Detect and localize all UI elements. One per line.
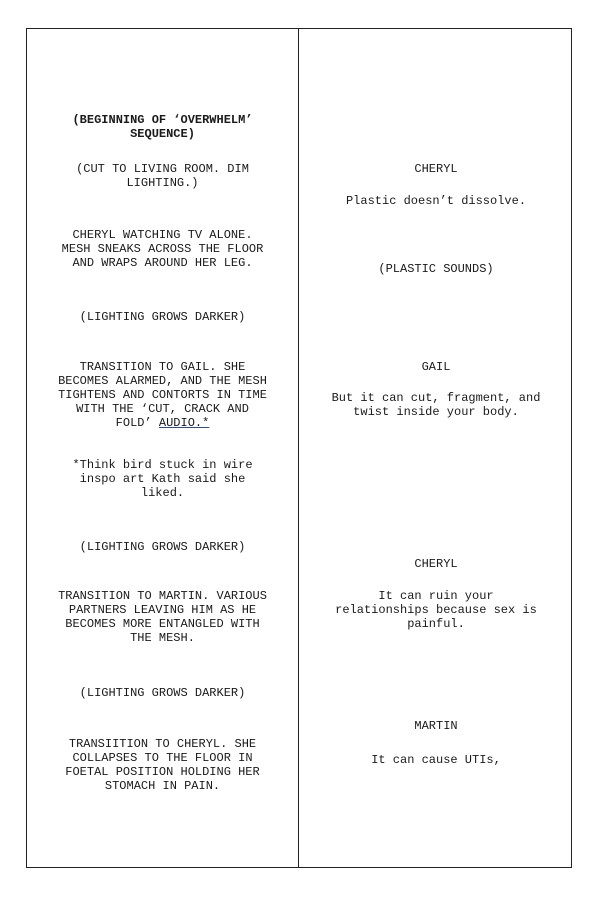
cheryl-character-name-1: CHERYL bbox=[414, 162, 458, 176]
martin-character-name: MARTIN bbox=[414, 719, 458, 733]
martin-dialogue: It can cause UTIs, bbox=[371, 753, 501, 767]
column-divider bbox=[298, 29, 299, 867]
cheryl-dialogue-2: It can ruin your relationships because sex is painful. bbox=[335, 589, 537, 631]
lighting-darker-direction-1: (LIGHTING GROWS DARKER) bbox=[79, 310, 246, 324]
plastic-sounds-cue: (PLASTIC SOUNDS) bbox=[378, 262, 494, 276]
lighting-darker-direction-3: (LIGHTING GROWS DARKER) bbox=[79, 686, 246, 700]
cheryl-dialogue-1: Plastic doesn’t dissolve. bbox=[345, 194, 527, 208]
cheryl-character-name-2: CHERYL bbox=[414, 557, 458, 571]
audio-link[interactable]: AUDIO.* bbox=[158, 416, 210, 430]
transition-to-martin-direction: TRANSITION TO MARTIN. VARIOUS PARTNERS LEAVING HIM AS HE BECOMES MORE ENTANGLED WITH THE MESH. bbox=[58, 589, 267, 645]
lighting-darker-direction-2: (LIGHTING GROWS DARKER) bbox=[79, 540, 246, 554]
transition-to-gail-text: TRANSITION TO GAIL. SHE BECOMES ALARMED, AND THE MESH TIGHTENS AND CONTORTS IN TIME WITH THE ‘CUT, CRACK AND FOLD’ bbox=[58, 360, 267, 430]
transition-to-gail-direction bbox=[27, 360, 298, 430]
gail-character-name: GAIL bbox=[421, 360, 451, 374]
gail-dialogue: But it can cut, fragment, and twist inside your body. bbox=[331, 391, 541, 419]
transition-to-cheryl-direction: TRANSIITION TO CHERYL. SHE COLLAPSES TO THE FLOOR IN FOETAL POSITION HOLDING HER STOMACH IN PAIN. bbox=[65, 737, 260, 793]
script-table bbox=[26, 28, 572, 868]
beginning-sequence-heading: (BEGINNING OF ‘OVERWHELM’ SEQUENCE) bbox=[72, 113, 253, 141]
bird-wire-note: *Think bird stuck in wire inspo art Kath said she liked. bbox=[72, 458, 253, 500]
cut-to-living-room-direction: (CUT TO LIVING ROOM. DIM LIGHTING.) bbox=[76, 162, 249, 190]
cheryl-watching-tv-direction: CHERYL WATCHING TV ALONE. MESH SNEAKS ACROSS THE FLOOR AND WRAPS AROUND HER LEG. bbox=[61, 228, 264, 270]
